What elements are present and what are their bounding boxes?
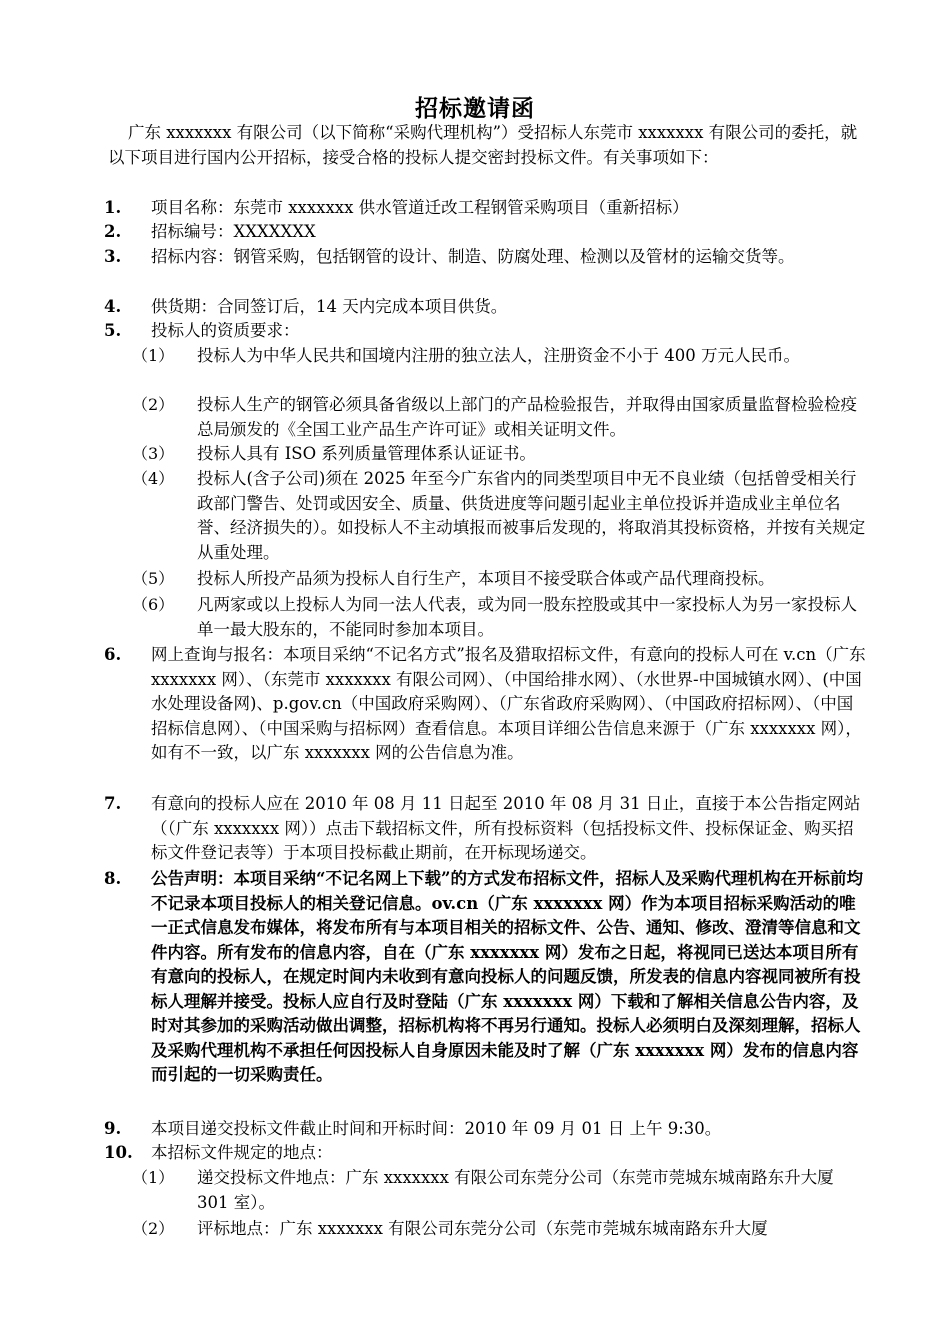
item-number: 2. (104, 222, 122, 241)
qual-number: （5） (132, 569, 175, 588)
item-number: 10. (104, 1143, 133, 1162)
item-text: 项目名称：东莞市 xxxxxxx 供水管道迁改工程钢管采购项目（重新招标） (151, 198, 689, 217)
qual-number: （6） (132, 595, 175, 614)
qual-text: 投标人为中华人民共和国境内注册的独立法人，注册资金不小于 400 万元人民币。 (197, 346, 800, 365)
item-text: 本招标文件规定的地点： (151, 1143, 333, 1162)
item-text: 有意向的投标人应在 2010 年 08 月 11 日起至 2010 年 08 月 31 日止，直接于本公告指定网站（（广东 xxxxxxx 网））点击下载招标文件，所有投标资料（包括投标文件、投标保证金、购买招标文件登记表等）于本项目投标截止期前，在开标现场递交。 (151, 794, 861, 862)
qual-number: （1） (132, 346, 175, 365)
qual-text: 投标人生产的钢管必须具备省级以上部门的产品检验报告，并取得由国家质量监督检验检疫总局颁发的《全国工业产品生产许可证》或相关证明文件。 (197, 395, 857, 439)
qual-number: （4） (132, 469, 175, 488)
place-text: 递交投标文件地点：广东 xxxxxxx 有限公司东莞分公司（东莞市莞城东城南路东升大厦 301 室）。 (197, 1168, 834, 1212)
item-number: 1. (104, 198, 122, 217)
item-number: 3. (104, 247, 122, 266)
item-text: 投标人的资质要求： (151, 321, 300, 340)
qual-text: 凡两家或以上投标人为同一法人代表，或为同一股东控股或其中一家投标人为另一家投标人单一最大股东的，不能同时参加本项目。 (197, 595, 857, 639)
item-text: 网上查询与报名：本项目采纳“不记名方式”报名及猎取招标文件，有意向的投标人可在 v.cn（广东 xxxxxxx 网）、（东莞市 xxxxxxx 有限公司网）、（中国给排水网）、（水世界-中国城镇水网）、(中国水处理设备网)、p.gov.cn（中国政府采购网）、（广东省政府采购网）、（中国政府招标网）、（中国招标信息网）、（中国采购与招标网）查看信息。本项目详细公告信息来源于（广东 xxxxxxx 网），如有不一致，以广东 xxxxxxx 网的公告信息为准。 (151, 645, 866, 762)
place-number: （1） (132, 1168, 175, 1187)
qual-number: （3） (132, 444, 175, 463)
item-number: 9. (104, 1119, 122, 1138)
item-text: 招标内容：钢管采购，包括钢管的设计、制造、防腐处理、检测以及管材的运输交货等。 (151, 247, 795, 266)
place-number: （2） (132, 1219, 175, 1238)
item-number: 4. (104, 297, 122, 316)
announcement-text: 公告声明：本项目采纳“不记名网上下载”的方式发布招标文件，招标人及采购代理机构在开标前均不记录本项目投标人的相关登记信息。ov.cn（广东 xxxxxxx 网）作为本项目招标采购活动的唯一正式信息发布媒体，将发布所有与本项目相关的招标文件、公告、通知、修改、澄清等信息和文件内容。所有发布的信息内容，自在（广东 xxxxxxx 网）发布之日起，将视同已送达本项目所有有意向的投标人，在规定时间内未收到有意向投标人的问题反馈，所发表的信息内容视同被所有投标人理解并接受。投标人应自行及时登陆（广东 xxxxxxx 网）下载和了解相关信息公告内容，及时对其参加的采购活动做出调整，招标机构将不再另行通知。投标人必须明白及深刻理解，招标人及采购代理机构不承担任何因投标人自身原因未能及时了解（广东 xxxxxxx 网）发布的信息内容而引起的一切采购责任。 (151, 869, 863, 1084)
qual-text: 投标人所投产品须为投标人自行生产，本项目不接受联合体或产品代理商投标。 (197, 569, 775, 588)
item-number: 7. (104, 794, 122, 813)
qual-text: 投标人(含子公司)须在 2025 年至今广东省内的同类型项目中无不良业绩（包括曾受相关行政部门警告、处罚或因安全、质量、供货进度等问题引起业主单位投诉并造成业主单位名誉、经济损失的）。如投标人不主动填报而被事后发现的，将取消其投标资格，并按有关规定从重处理。 (197, 469, 866, 562)
qual-text: 投标人具有 ISO 系列质量管理体系认证证书。 (197, 444, 536, 463)
intro-paragraph: 广东 xxxxxxx 有限公司（以下简称“采购代理机构”）受招标人东莞市 xxxxxxx 有限公司的委托，就以下项目进行国内公开招标，接受合格的投标人提交密封投标文件。有关事项如下： (108, 123, 858, 167)
item-number: 5. (104, 321, 122, 340)
qual-number: （2） (132, 395, 175, 414)
item-text: 本项目递交投标文件截止时间和开标时间：2010 年 09 月 01 日 上午 9:30。 (151, 1119, 722, 1138)
place-text: 评标地点：广东 xxxxxxx 有限公司东莞分公司（东莞市莞城东城南路东升大厦 (197, 1219, 768, 1238)
item-number: 6. (104, 645, 122, 664)
document-title: 招标邀请函 (415, 95, 535, 122)
item-number: 8. (104, 869, 122, 888)
item-text: 供货期：合同签订后，14 天内完成本项目供货。 (151, 297, 508, 316)
item-text: 招标编号：XXXXXXX (151, 222, 316, 241)
